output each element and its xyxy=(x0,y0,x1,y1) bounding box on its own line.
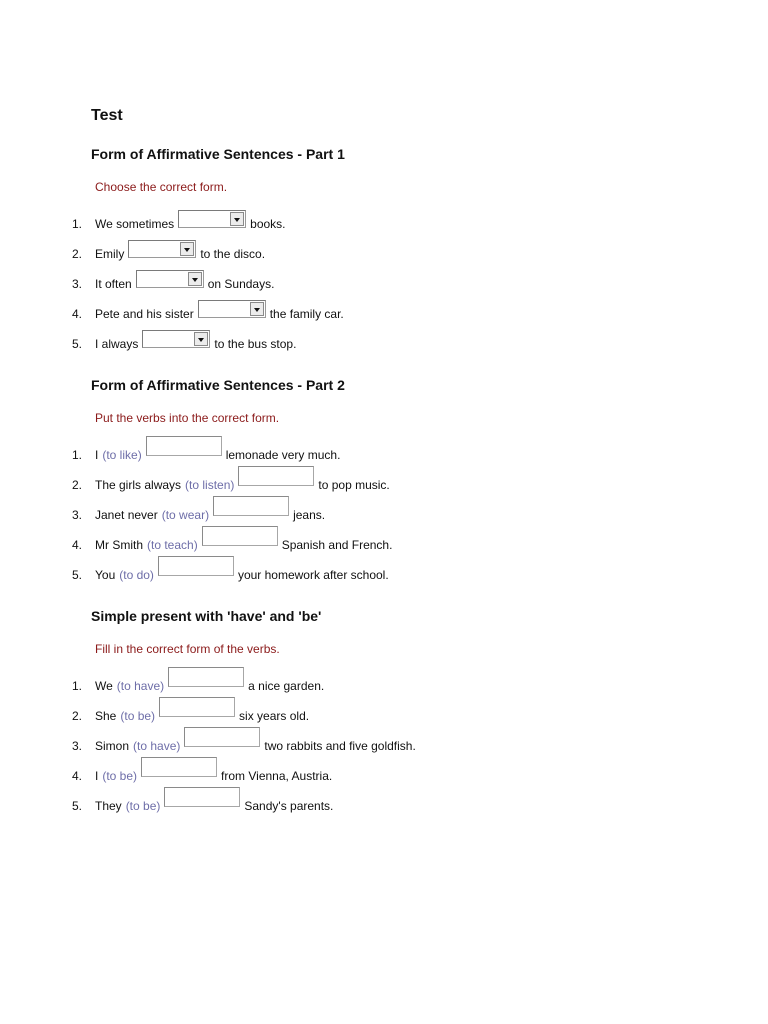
item-text-before: They xyxy=(95,799,122,813)
item-number: 5. xyxy=(72,568,83,582)
item-number: 4. xyxy=(72,307,83,321)
item-text-after: two rabbits and five goldfish. xyxy=(264,739,416,753)
page-title: Test xyxy=(91,107,123,124)
item-text-after: the family car. xyxy=(269,307,344,321)
exercise-item xyxy=(0,439,768,469)
answer-dropdown[interactable] xyxy=(178,210,246,228)
answer-input[interactable] xyxy=(168,667,244,687)
answer-dropdown[interactable] xyxy=(128,240,196,258)
item-text-after: to pop music. xyxy=(318,478,390,492)
answer-input[interactable] xyxy=(141,757,217,777)
item-text-before: I xyxy=(95,448,99,462)
section-instruction: Fill in the correct form of the verbs. xyxy=(95,642,280,656)
item-number: 4. xyxy=(72,538,83,552)
section-instruction: Put the verbs into the correct form. xyxy=(95,411,280,425)
item-number: 3. xyxy=(72,739,83,753)
answer-input[interactable] xyxy=(158,556,234,576)
chevron-down-icon[interactable] xyxy=(180,242,194,256)
item-text-before: We sometimes xyxy=(95,217,175,231)
section-instruction: Choose the correct form. xyxy=(95,180,228,194)
answer-input[interactable] xyxy=(159,697,235,717)
item-number: 2. xyxy=(72,247,83,261)
item-text-before: Mr Smith xyxy=(95,538,143,552)
item-number: 2. xyxy=(72,478,83,492)
item-number: 1. xyxy=(72,217,83,231)
item-text-before: Emily xyxy=(95,247,125,261)
item-text-after: on Sundays. xyxy=(207,277,275,291)
item-number: 4. xyxy=(72,769,83,783)
item-text-after: to the bus stop. xyxy=(214,337,297,351)
exercise-list xyxy=(0,439,768,589)
item-number: 1. xyxy=(72,448,83,462)
verb-hint: (to be) xyxy=(125,799,161,813)
answer-dropdown[interactable] xyxy=(198,300,266,318)
chevron-down-icon[interactable] xyxy=(230,212,244,226)
item-number: 3. xyxy=(72,277,83,291)
item-text-after: six years old. xyxy=(239,709,310,723)
verb-hint: (to like) xyxy=(102,448,142,462)
exercise-item xyxy=(0,499,768,529)
item-text-after: books. xyxy=(250,217,286,231)
exercise-item xyxy=(0,760,768,790)
exercise-item xyxy=(0,559,768,589)
exercise-item xyxy=(0,268,768,298)
item-number: 1. xyxy=(72,679,83,693)
item-text-after: Spanish and French. xyxy=(281,538,393,552)
item-text-before: Simon xyxy=(95,739,130,753)
exercise-item xyxy=(0,298,768,328)
item-number: 5. xyxy=(72,799,83,813)
item-text-after: your homework after school. xyxy=(237,568,389,582)
exercise-item xyxy=(0,208,768,238)
exercise-list xyxy=(0,208,768,358)
chevron-down-icon[interactable] xyxy=(188,272,202,286)
exercise-item xyxy=(0,238,768,268)
section-heading: Form of Affirmative Sentences - Part 1 xyxy=(91,146,345,162)
exercise-item xyxy=(0,529,768,559)
section-heading: Simple present with 'have' and 'be' xyxy=(91,608,322,624)
item-text-after: lemonade very much. xyxy=(225,448,341,462)
verb-hint: (to do) xyxy=(119,568,154,582)
item-number: 3. xyxy=(72,508,83,522)
item-text-before: I xyxy=(95,769,99,783)
verb-hint: (to teach) xyxy=(147,538,198,552)
answer-input[interactable] xyxy=(164,787,240,807)
item-text-after: Sandy's parents. xyxy=(244,799,334,813)
chevron-down-icon[interactable] xyxy=(194,332,208,346)
item-text-before: I always xyxy=(95,337,139,351)
item-text-before: Janet never xyxy=(95,508,158,522)
verb-hint: (to wear) xyxy=(161,508,210,522)
item-text-after: jeans. xyxy=(293,508,326,522)
item-text-before: It often xyxy=(95,277,132,291)
exercise-item xyxy=(0,328,768,358)
verb-hint: (to have) xyxy=(133,739,181,753)
verb-hint: (to have) xyxy=(116,679,165,693)
verb-hint: (to listen) xyxy=(185,478,235,492)
chevron-down-icon[interactable] xyxy=(250,302,264,316)
exercise-item xyxy=(0,700,768,730)
item-number: 5. xyxy=(72,337,83,351)
answer-input[interactable] xyxy=(184,727,260,747)
answer-input[interactable] xyxy=(146,436,222,456)
exercise-list xyxy=(0,670,768,820)
item-text-after: from Vienna, Austria. xyxy=(221,769,333,783)
answer-input[interactable] xyxy=(213,496,289,516)
item-number: 2. xyxy=(72,709,83,723)
exercise-item xyxy=(0,730,768,760)
answer-input[interactable] xyxy=(238,466,314,486)
item-text-before: The girls always xyxy=(95,478,182,492)
item-text-after: a nice garden. xyxy=(248,679,325,693)
answer-input[interactable] xyxy=(202,526,278,546)
exercise-item xyxy=(0,670,768,700)
section-heading: Form of Affirmative Sentences - Part 2 xyxy=(91,377,345,393)
exercise-item xyxy=(0,790,768,820)
answer-dropdown[interactable] xyxy=(136,270,204,288)
item-text-before: She xyxy=(95,709,117,723)
verb-hint: (to be) xyxy=(102,769,138,783)
exercise-item xyxy=(0,469,768,499)
item-text-before: We xyxy=(95,679,113,693)
verb-hint: (to be) xyxy=(120,709,156,723)
item-text-before: You xyxy=(95,568,116,582)
answer-dropdown[interactable] xyxy=(142,330,210,348)
item-text-after: to the disco. xyxy=(200,247,266,261)
item-text-before: Pete and his sister xyxy=(95,307,194,321)
